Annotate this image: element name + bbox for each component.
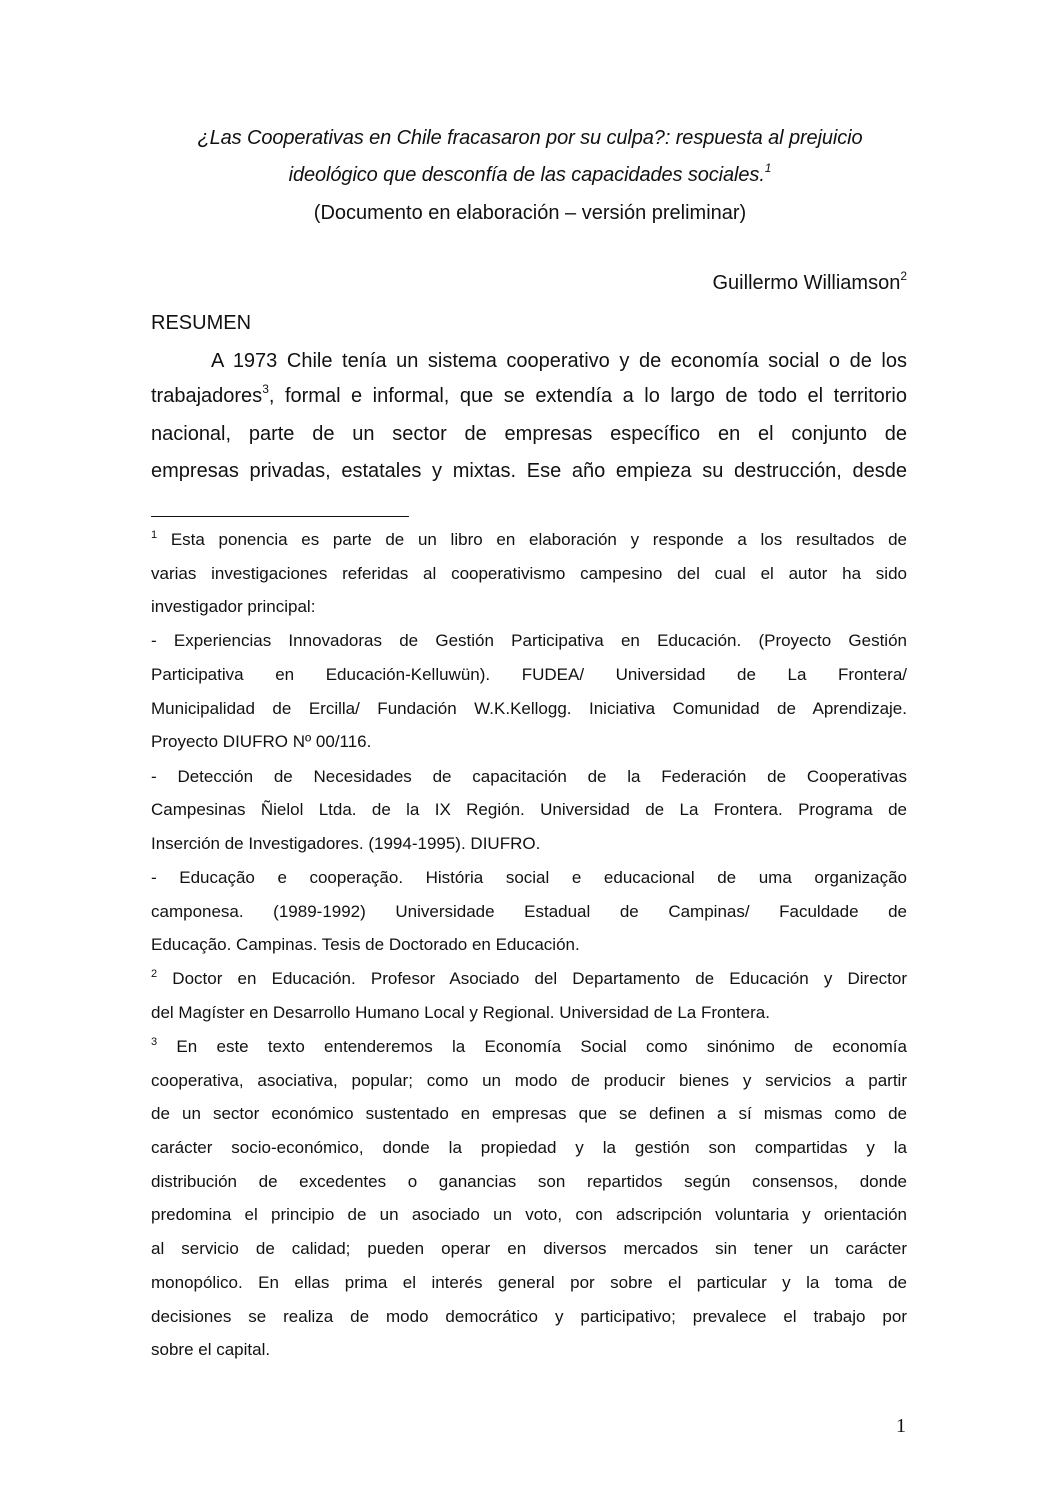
footnote-text: Doctor en Educación. Profesor Asociado del Departamento de Educación y Director (172, 969, 907, 988)
document-title-line-2 (150, 161, 910, 187)
footnote-1-line: Inserción de Investigadores. (1994-1995). DIUFRO. (151, 834, 541, 853)
footnote-1-line: - Detección de Necesidades de capacitación de la Federación de Cooperativas (151, 767, 907, 786)
footnote-1-line: camponesa. (1989-1992) Universidade Estadual de Campinas/ Faculdade de (151, 902, 907, 921)
title-text-2: ideológico que desconfía de las capacidades sociales. (288, 164, 765, 186)
footnote-ref-2[interactable]: 2 (900, 269, 907, 283)
footnote-3-line: decisiones se realiza de modo democrático y participativo; prevalece el trabajo por (151, 1307, 907, 1326)
body-text: , formal e informal, que se extendía a lo largo de todo el territorio (268, 385, 907, 407)
footnote-1-line: Proyecto DIUFRO Nº 00/116. (151, 732, 372, 751)
footnote-marker-1: 1 (151, 529, 158, 541)
footnote-3-line: cooperativa, asociativa, popular; como un modo de producir bienes y servicios a partir (151, 1071, 907, 1090)
footnote-ref-3[interactable]: 3 (262, 382, 269, 396)
footnote-3-line: sobre el capital. (151, 1340, 271, 1359)
footnote-3-line: monopólico. En ellas prima el interés general por sobre el particular y la toma de (151, 1273, 907, 1292)
body-text: trabajadores (151, 385, 263, 407)
body-line: A 1973 Chile tenía un sistema cooperativo y de economía social o de los (211, 350, 907, 372)
footnote-1-line: Educação. Campinas. Tesis de Doctorado en Educación. (151, 935, 580, 954)
footnote-3-line (151, 1037, 907, 1057)
body-line: empresas privadas, estatales y mixtas. Ese año empieza su destrucción, desde (151, 460, 907, 482)
body-line (151, 382, 907, 408)
footnote-1-line: investigador principal: (151, 597, 316, 616)
footnote-1-line: varias investigaciones referidas al cooperativismo campesino del cual el autor ha sido (151, 564, 907, 583)
page-number: 1 (896, 1415, 906, 1437)
title-text-1: ¿Las Cooperativas en Chile fracasaron por su culpa?: respuesta al prejuicio (197, 127, 863, 149)
footnote-3-line: predomina el principio de un asociado un voto, con adscripción voluntaria y orientación (151, 1205, 907, 1224)
footnote-3-line: carácter socio-económico, donde la propiedad y la gestión son compartidas y la (151, 1138, 907, 1157)
footnote-3-line: de un sector económico sustentado en empresas que se definen a sí mismas como de (151, 1104, 907, 1123)
footnote-separator (151, 516, 409, 517)
footnote-1-line: Campesinas Ñielol Ltda. de la IX Región. Universidad de La Frontera. Programa de (151, 800, 907, 819)
footnote-marker-2: 2 (151, 968, 158, 980)
footnote-1-line: - Educação e cooperação. História social e educacional de uma organização (151, 868, 907, 887)
section-heading-resumen: RESUMEN (151, 312, 252, 334)
footnote-3-line: al servicio de calidad; pueden operar en diversos mercados sin tener un carácter (151, 1239, 907, 1258)
footnote-1-line: Municipalidad de Ercilla/ Fundación W.K.Kellogg. Iniciativa Comunidad de Aprendizaje. (151, 699, 907, 718)
footnote-2-line: del Magíster en Desarrollo Humano Local y Regional. Universidad de La Frontera. (151, 1003, 770, 1022)
footnote-marker-3: 3 (151, 1036, 158, 1048)
footnote-1-line: - Experiencias Innovadoras de Gestión Participativa en Educación. (Proyecto Gestión (151, 631, 907, 650)
footnote-2-line (151, 969, 907, 989)
footnote-text: En este texto entenderemos la Economía Social como sinónimo de economía (176, 1037, 907, 1056)
author-text: Guillermo Williamson (712, 272, 901, 294)
body-line: nacional, parte de un sector de empresas específico en el conjunto de (151, 423, 907, 445)
footnote-1-line (151, 530, 907, 550)
footnote-ref-1[interactable]: 1 (764, 161, 772, 175)
footnote-3-line: distribución de excedentes o ganancias son repartidos según consensos, donde (151, 1172, 907, 1191)
footnote-1-line: Participativa en Educación-Kelluwün). FUDEA/ Universidad de La Frontera/ (151, 665, 907, 684)
document-subtitle: (Documento en elaboración – versión preliminar) (313, 202, 747, 224)
author-name (712, 269, 908, 295)
document-title-line-1 (150, 127, 910, 150)
footnote-text: Esta ponencia es parte de un libro en elaboración y responde a los resultados de (170, 530, 907, 549)
